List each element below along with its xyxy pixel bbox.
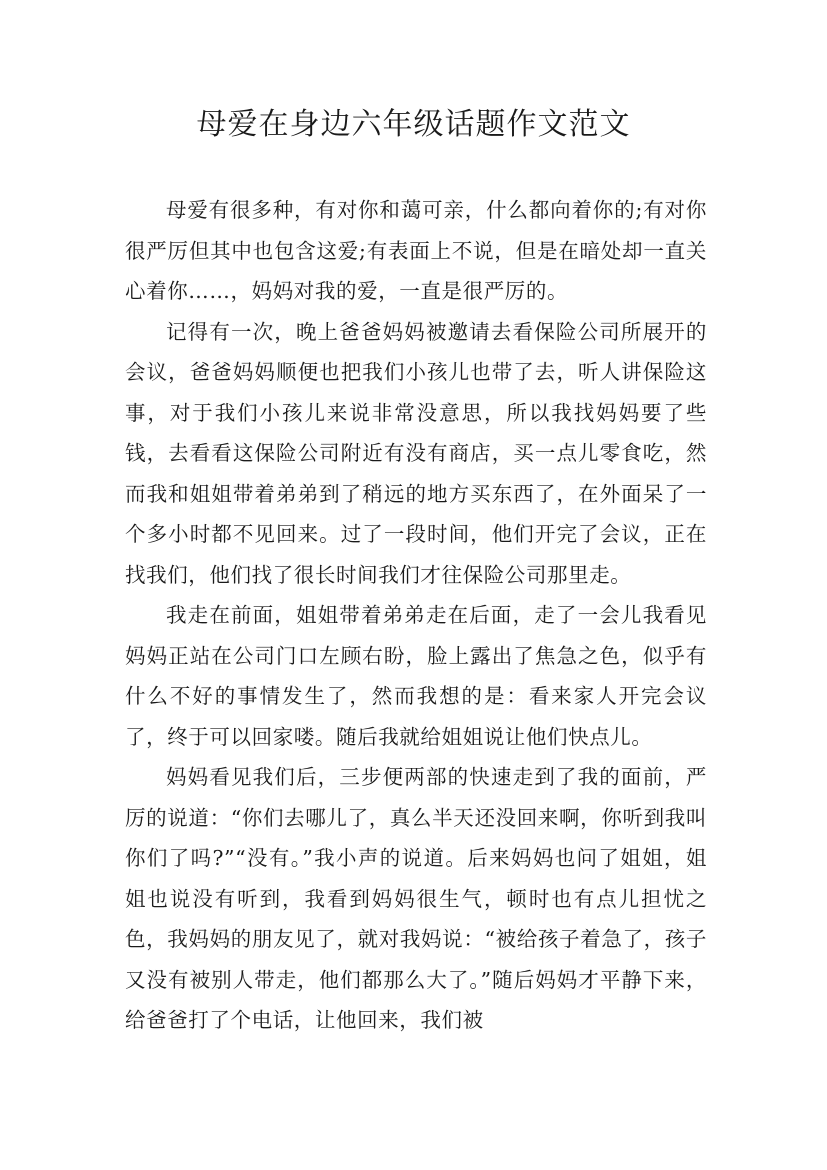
paragraph-2: 记得有一次，晚上爸爸妈妈被邀请去看保险公司所展开的会议，爸爸妈妈顺便也把我们小孩儿也带了去，听人讲保险这事，对于我们小孩儿来说非常没意思，所以我找妈妈要了些钱，去看看这保险公司附近有没有商店，买一点儿零食吃，然而我和姐姐带着弟弟到了稍远的地方买东西了，在外面呆了一个多小时都不见回来。过了一段时间，他们开完了会议，正在找我们，他们找了很长时间我们才往保险公司那里走。 — [125, 319, 707, 587]
paragraph-3: 我走在前面，姐姐带着弟弟走在后面，走了一会儿我看见妈妈正站在公司门口左顾右盼，脸上露出了焦急之色，似乎有什么不好的事情发生了，然而我想的是：看来家人开完会议了，终于可以回家喽。随后我就给姐姐说让他们快点儿。 — [125, 603, 707, 749]
document-title: 母爱在身边六年级话题作文范文 — [196, 107, 631, 142]
paragraph-1: 母爱有很多种，有对你和蔼可亲，什么都向着你的;有对你很严厉但其中也包含这爱;有表面上不说，但是在暗处却一直关心着你……，妈妈对我的爱，一直是很严厉的。 — [125, 198, 707, 303]
paragraph-4: 妈妈看见我们后，三步便两部的快速走到了我的面前，严厉的说道：“你们去哪儿了，真么半天还没回来啊，你听到我叫你们了吗?”“没有。”我小声的说道。后来妈妈也问了姐姐，姐姐也说没有听到，我看到妈妈很生气，顿时也有点儿担忧之色，我妈妈的朋友见了，就对我妈说：“被给孩子着急了，孩子又没有被别人带走，他们都那么大了。”随后妈妈才平静下来，给爸爸打了个电话，让他回来，我们被 — [125, 765, 707, 1032]
document-body — [125, 190, 707, 1041]
